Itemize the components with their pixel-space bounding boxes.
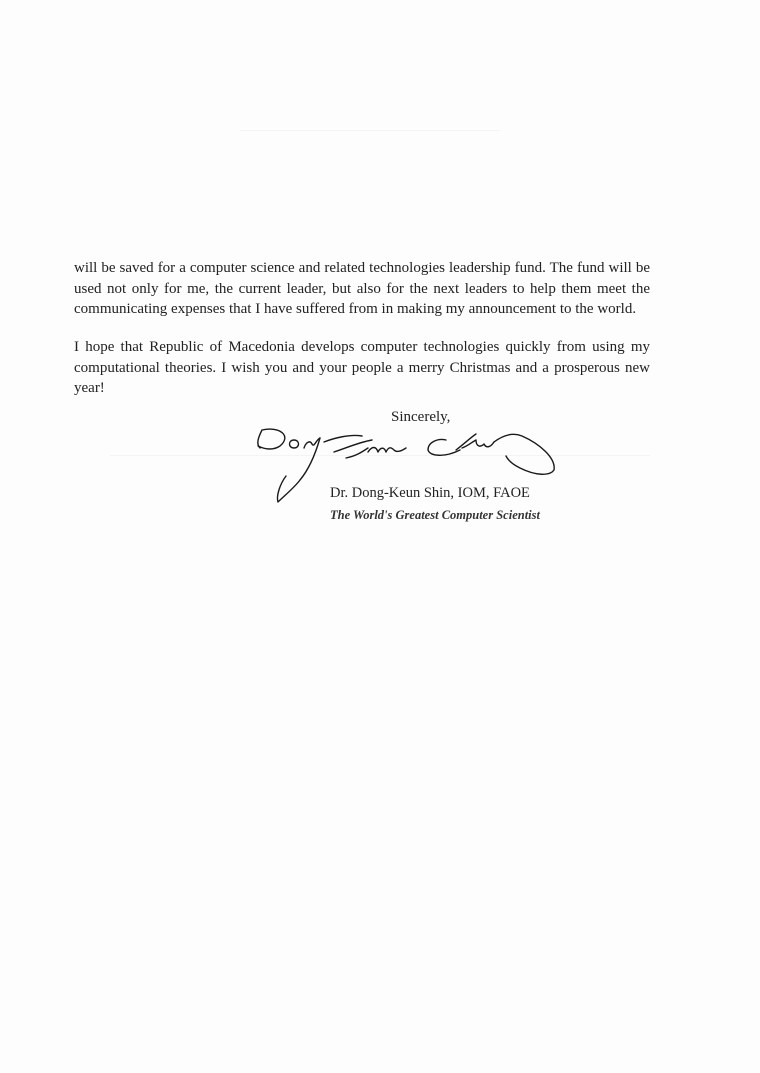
signer-title: The World's Greatest Computer Scientist (330, 508, 540, 522)
signer-name: Dr. Dong-Keun Shin, IOM, FAOE (330, 485, 530, 501)
show-through-line (240, 130, 500, 131)
body-paragraph: will be saved for a computer science and related technologies leadership fund. The fund will be used not only for me, the current leader, but also for the next leaders to help them meet the communicating expenses that I have suffered from in making my announcement to the world. (74, 260, 650, 317)
closing-salutation: Sincerely, (391, 409, 451, 425)
body-paragraph: I hope that Republic of Macedonia develops computer technologies quickly from using my computational theories. I wish you and your people a merry Christmas and a prosperous new year! (74, 339, 650, 396)
handwritten-signature (250, 418, 570, 518)
